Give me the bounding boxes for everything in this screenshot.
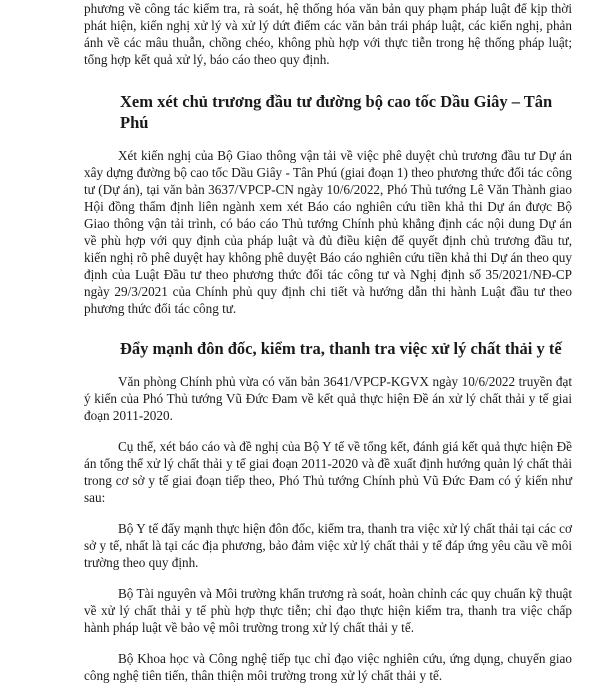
body-paragraph: Văn phòng Chính phủ vừa có văn bản 3641/VPCP-KGVX ngày 10/6/2022 truyền đạt ý kiến của Phó Thủ tướng Vũ Đức Đam về kết quả thực hiện Đề án xử lý chất thải y tế giai đoạn 2011-2020.	[84, 374, 572, 423]
body-paragraph: Bộ Y tế đẩy mạnh thực hiện đôn đốc, kiểm tra, thanh tra việc xử lý chất thải tại các cơ sở y tế, nhất là tại các địa phương, bảo đảm việc xử lý chất thải y tế đáp ứng yêu cầu về môi trường theo quy định.	[84, 521, 572, 570]
body-paragraph: Bộ Tài nguyên và Môi trường khẩn trương rà soát, hoàn chỉnh các quy chuẩn kỹ thuật về xử lý chất thải y tế phù hợp thực tiễn; chỉ đạo thực hiện kiểm tra, thanh tra việc chấp hành pháp luật về bảo vệ môi trường trong xử lý chất thải y tế.	[84, 586, 572, 635]
intro-paragraph: phương về công tác kiểm tra, rà soát, hệ thống hóa văn bản quy phạm pháp luật để kịp thời phát hiện, kiến nghị xử lý và xử lý dứt điểm các văn bản trái pháp luật, các kiến nghị, phản ánh về các mâu thuẫn, chồng chéo, không phù hợp với thực tiễn trong hệ thống pháp luật; tổng hợp kết quả xử lý, báo cáo theo quy định.	[84, 1, 572, 67]
body-paragraph: Cụ thể, xét báo cáo và đề nghị của Bộ Y tế về tổng kết, đánh giá kết quả thực hiện Đề án tổng thể xử lý chất thải y tế giai đoạn 2011-2020 và đề xuất định hướng quản lý chất thải trong cơ sở y tế giai đoạn tiếp theo, Phó Thủ tướng Chính phủ Vũ Đức Đam có ý kiến như sau:	[84, 439, 572, 505]
body-paragraph: Bộ Khoa học và Công nghệ tiếp tục chỉ đạo việc nghiên cứu, ứng dụng, chuyển giao công nghệ tiên tiến, thân thiện môi trường trong xử lý chất thải y tế.	[84, 651, 572, 683]
document-page	[84, 0, 572, 683]
section-dau-giay-tan-phu	[84, 91, 572, 133]
section-medical-waste	[84, 338, 572, 359]
body-paragraph: Xét kiến nghị của Bộ Giao thông vận tải về việc phê duyệt chủ trương đầu tư Dự án xây dựng đường bộ cao tốc Dầu Giây - Tân Phú (giai đoạn 1) theo phương thức đối tác công tư (Dự án), tại văn bản 3637/VPCP-CN ngày 10/6/2022, Phó Thủ tướng Lê Văn Thành giao Hội đồng thẩm định liên ngành xem xét Báo cáo nghiên cứu tiền khả thi Dự án được Bộ Giao thông vận tải trình, có báo cáo Thủ tướng Chính phủ khẳng định các nội dung Dự án về phù hợp với quy định của pháp luật và đủ điều kiện để quyết định chủ trương đầu tư, kiến nghị rõ phê duyệt hay không phê duyệt Báo cáo nghiên cứu tiền khả thi Dự án theo quy định của Luật Đầu tư theo phương thức đối tác công tư và Nghị định số 35/2021/NĐ-CP ngày 29/3/2021 của Chính phủ quy định chi tiết và hướng dẫn thi hành Luật đầu tư theo phương thức đối tác công tư.	[84, 148, 572, 316]
section-heading-medical-waste: Đẩy mạnh đôn đốc, kiểm tra, thanh tra việc xử lý chất thải y tế	[120, 339, 562, 358]
section-heading-expressway: Xem xét chủ trương đầu tư đường bộ cao tốc Dầu Giây – Tân Phú	[120, 92, 553, 132]
